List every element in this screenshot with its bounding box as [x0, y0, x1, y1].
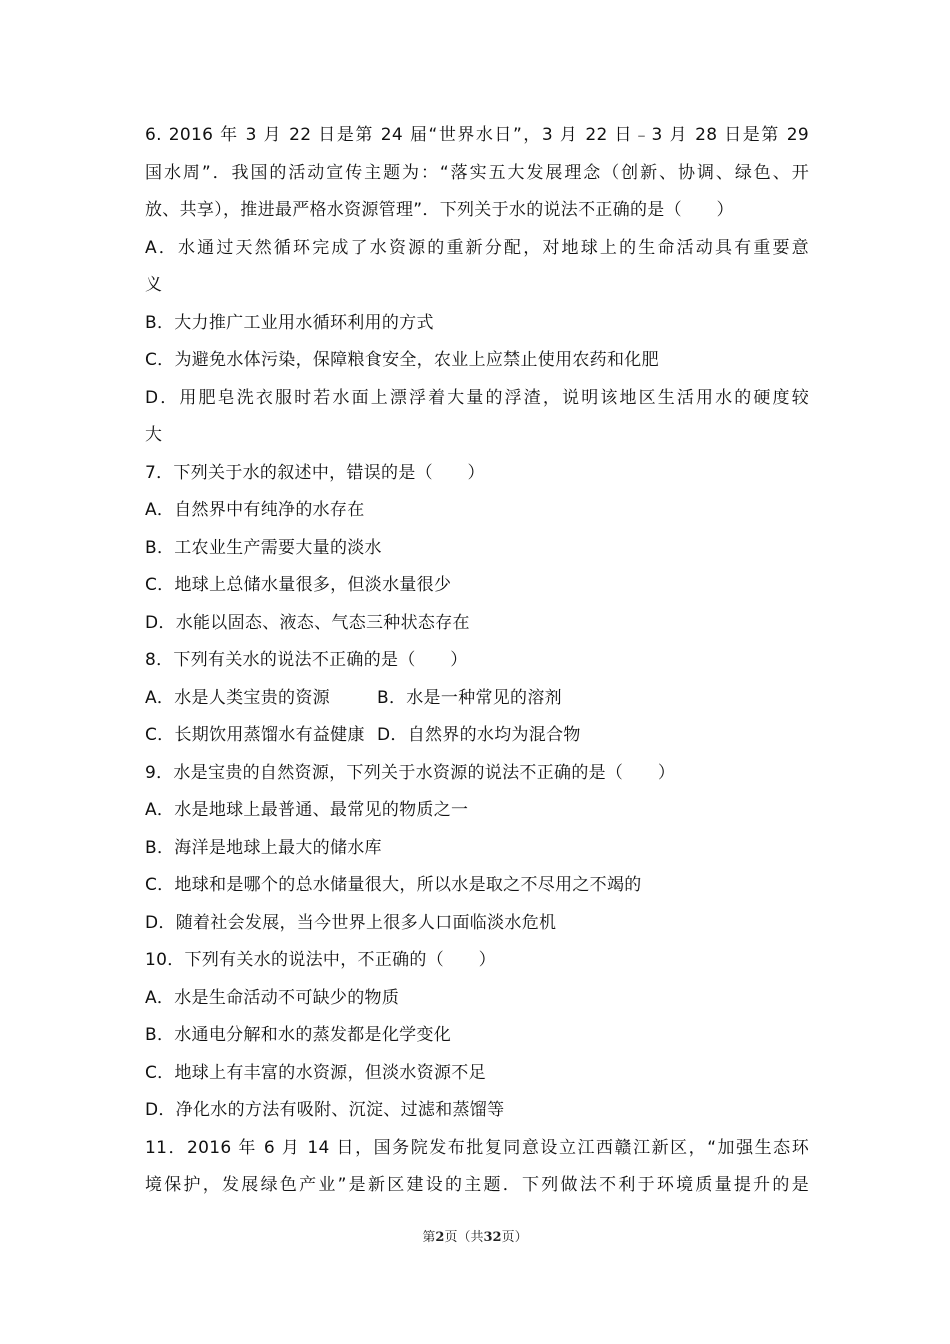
question-stem-line: 放、共享），推进最严格水资源管理”．下列关于水的说法不正确的是（ ） [145, 200, 734, 220]
option-c: C．地球上总储水量很多，但淡水量很少 [145, 575, 452, 595]
option-row [145, 717, 809, 755]
option-a: A．水是地球上最普通、最常见的物质之一 [145, 800, 469, 820]
question-11 [145, 1130, 809, 1205]
question-list [145, 117, 809, 1205]
option-c: C．为避免水体污染，保障粮食安全，农业上应禁止使用农药和化肥 [145, 350, 659, 370]
question-stem-line: 9．水是宝贵的自然资源，下列关于水资源的说法不正确的是（ ） [145, 762, 676, 783]
question-7 [145, 455, 809, 643]
footer-prefix: 第 [422, 1230, 436, 1245]
option-row [145, 680, 809, 718]
total-pages: 32 [483, 1230, 502, 1245]
option-d: D．净化水的方法有吸附、沉淀、过滤和蒸馏等 [145, 1100, 505, 1120]
page-footer [0, 1226, 950, 1245]
page-number: 2 [435, 1230, 445, 1245]
option-d: D．随着社会发展，当今世界上很多人口面临淡水危机 [145, 912, 557, 933]
question-9 [145, 755, 809, 943]
option-b: B．海洋是地球上最大的储水库 [145, 837, 382, 858]
option-d-line: D．用肥皂洗衣服时若水面上漂浮着大量的浮渣，说明该地区生活用水的硬度较 [145, 387, 809, 408]
option-a-line: 义 [145, 275, 163, 295]
option-b: B．工农业生产需要大量的淡水 [145, 537, 382, 558]
option-d: D．自然界的水均为混合物 [377, 725, 581, 745]
question-stem-line: 10．下列有关水的说法中，不正确的（ ） [145, 950, 496, 970]
question-stem-line: 11．2016 年 6 月 14 日，国务院发布批复同意设立江西赣江新区，“加强生态环 [145, 1137, 809, 1158]
footer-middle: 页（共 [444, 1230, 484, 1245]
option-c: C．地球上有丰富的水资源，但淡水资源不足 [145, 1062, 486, 1083]
question-8 [145, 642, 809, 755]
question-stem-line: 7．下列关于水的叙述中，错误的是（ ） [145, 462, 485, 483]
option-c: C．长期饮用蒸馏水有益健康 [145, 725, 365, 745]
option-a-line: A．水通过天然循环完成了水资源的重新分配，对地球上的生命活动具有重要意 [145, 237, 809, 258]
option-a: A．自然界中有纯净的水存在 [145, 500, 365, 520]
option-a: A．水是生命活动不可缺少的物质 [145, 987, 400, 1008]
question-stem-line: 境保护，发展绿色产业”是新区建设的主题．下列做法不利于环境质量提升的是 [145, 1175, 809, 1195]
option-b: B．水是一种常见的溶剂 [377, 687, 562, 708]
question-10 [145, 942, 809, 1130]
question-stem-line: 国水周”．我国的活动宣传主题为：“落实五大发展理念（创新、协调、绿色、开 [145, 162, 809, 183]
option-d-line: 大 [145, 425, 163, 445]
option-d: D．水能以固态、液态、气态三种状态存在 [145, 612, 470, 633]
question-stem-line: 8．下列有关水的说法不正确的是（ ） [145, 650, 468, 670]
option-a: A．水是人类宝贵的资源 [145, 687, 330, 708]
question-6 [145, 117, 809, 455]
option-b: B．水通电分解和水的蒸发都是化学变化 [145, 1025, 452, 1045]
option-b: B．大力推广工业用水循环利用的方式 [145, 312, 434, 333]
footer-suffix: 页） [501, 1230, 528, 1245]
question-stem-line: 6. 2016 年 3 月 22 日是第 24 届“世界水日”，3 月 22 日﹣3 月 28 日是第 29 [145, 125, 809, 145]
option-c: C．地球和是哪个的总水储量很大，所以水是取之不尽用之不竭的 [145, 875, 642, 895]
